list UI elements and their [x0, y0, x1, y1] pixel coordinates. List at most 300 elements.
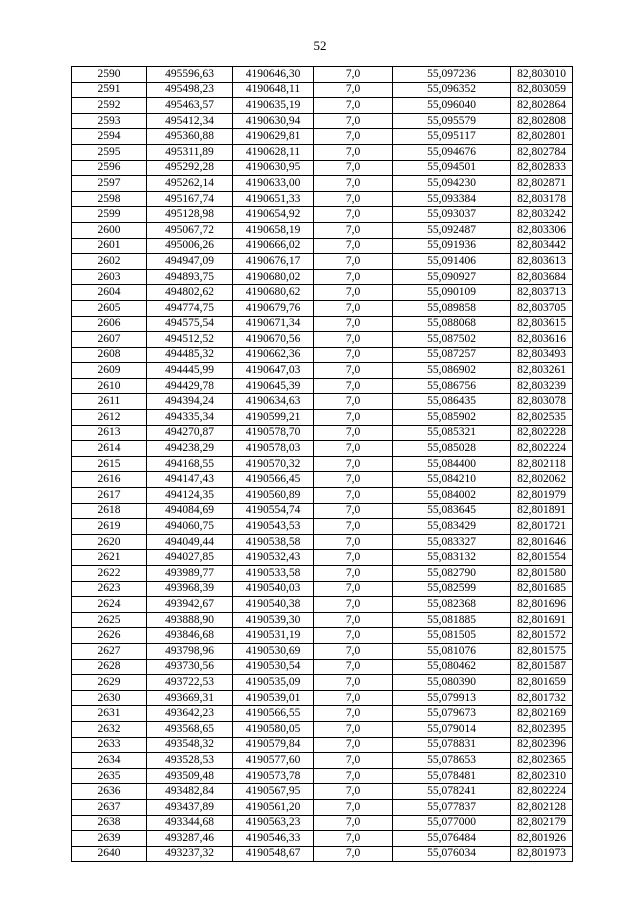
y-coordinate-cell: 4190540,38	[233, 597, 314, 613]
table-row	[72, 441, 573, 457]
point-number-cell: 2603	[72, 269, 147, 285]
table-row	[72, 238, 573, 254]
latitude-cell: 55,097236	[393, 67, 511, 83]
tolerance-cell: 7,0	[314, 706, 393, 722]
longitude-cell: 82,803705	[511, 300, 573, 316]
tolerance-cell: 7,0	[314, 628, 393, 644]
x-coordinate-cell: 495360,88	[147, 129, 233, 145]
latitude-cell: 55,076034	[393, 846, 511, 862]
table-row	[72, 690, 573, 706]
x-coordinate-cell: 494084,69	[147, 503, 233, 519]
table-row	[72, 378, 573, 394]
y-coordinate-cell: 4190533,58	[233, 566, 314, 582]
point-number-cell: 2607	[72, 332, 147, 348]
tolerance-cell: 7,0	[314, 300, 393, 316]
x-coordinate-cell: 494445,99	[147, 363, 233, 379]
y-coordinate-cell: 4190578,03	[233, 441, 314, 457]
tolerance-cell: 7,0	[314, 394, 393, 410]
table-row	[72, 316, 573, 332]
tolerance-cell: 7,0	[314, 753, 393, 769]
table-row	[72, 82, 573, 98]
x-coordinate-cell: 495463,57	[147, 98, 233, 114]
longitude-cell: 82,801979	[511, 488, 573, 504]
tolerance-cell: 7,0	[314, 191, 393, 207]
latitude-cell: 55,095579	[393, 113, 511, 129]
x-coordinate-cell: 494270,87	[147, 425, 233, 441]
point-number-cell: 2623	[72, 581, 147, 597]
y-coordinate-cell: 4190633,00	[233, 176, 314, 192]
table-row	[72, 144, 573, 160]
table-row	[72, 799, 573, 815]
table-row	[72, 363, 573, 379]
table-row	[72, 628, 573, 644]
latitude-cell: 55,079673	[393, 706, 511, 722]
tolerance-cell: 7,0	[314, 332, 393, 348]
tolerance-cell: 7,0	[314, 144, 393, 160]
table-row	[72, 581, 573, 597]
latitude-cell: 55,085321	[393, 425, 511, 441]
longitude-cell: 82,803242	[511, 207, 573, 223]
x-coordinate-cell: 495067,72	[147, 222, 233, 238]
x-coordinate-cell: 494893,75	[147, 269, 233, 285]
x-coordinate-cell: 495006,26	[147, 238, 233, 254]
tolerance-cell: 7,0	[314, 67, 393, 83]
table-row	[72, 456, 573, 472]
x-coordinate-cell: 493730,56	[147, 659, 233, 675]
y-coordinate-cell: 4190662,36	[233, 347, 314, 363]
point-number-cell: 2634	[72, 753, 147, 769]
longitude-cell: 82,802801	[511, 129, 573, 145]
tolerance-cell: 7,0	[314, 534, 393, 550]
longitude-cell: 82,803613	[511, 254, 573, 270]
latitude-cell: 55,086756	[393, 378, 511, 394]
longitude-cell: 82,803306	[511, 222, 573, 238]
point-number-cell: 2635	[72, 768, 147, 784]
table-row	[72, 394, 573, 410]
x-coordinate-cell: 493237,32	[147, 846, 233, 862]
y-coordinate-cell: 4190680,02	[233, 269, 314, 285]
table-row	[72, 612, 573, 628]
point-number-cell: 2619	[72, 519, 147, 535]
point-number-cell: 2593	[72, 113, 147, 129]
latitude-cell: 55,081885	[393, 612, 511, 628]
y-coordinate-cell: 4190630,95	[233, 160, 314, 176]
longitude-cell: 82,803010	[511, 67, 573, 83]
latitude-cell: 55,095117	[393, 129, 511, 145]
y-coordinate-cell: 4190635,19	[233, 98, 314, 114]
tolerance-cell: 7,0	[314, 597, 393, 613]
longitude-cell: 82,801721	[511, 519, 573, 535]
table-row	[72, 737, 573, 753]
longitude-cell: 82,802224	[511, 441, 573, 457]
table-row	[72, 160, 573, 176]
point-number-cell: 2599	[72, 207, 147, 223]
x-coordinate-cell: 493642,23	[147, 706, 233, 722]
x-coordinate-cell: 493568,65	[147, 721, 233, 737]
longitude-cell: 82,802396	[511, 737, 573, 753]
table-row	[72, 550, 573, 566]
longitude-cell: 82,801926	[511, 831, 573, 847]
longitude-cell: 82,803615	[511, 316, 573, 332]
x-coordinate-cell: 493287,46	[147, 831, 233, 847]
tolerance-cell: 7,0	[314, 254, 393, 270]
table-row	[72, 285, 573, 301]
x-coordinate-cell: 493509,48	[147, 768, 233, 784]
point-number-cell: 2612	[72, 410, 147, 426]
tolerance-cell: 7,0	[314, 488, 393, 504]
longitude-cell: 82,803493	[511, 347, 573, 363]
latitude-cell: 55,081076	[393, 643, 511, 659]
table-row	[72, 659, 573, 675]
point-number-cell: 2601	[72, 238, 147, 254]
latitude-cell: 55,083132	[393, 550, 511, 566]
longitude-cell: 82,802808	[511, 113, 573, 129]
point-number-cell: 2611	[72, 394, 147, 410]
longitude-cell: 82,802128	[511, 799, 573, 815]
table-row	[72, 332, 573, 348]
table-row	[72, 222, 573, 238]
table-row	[72, 472, 573, 488]
longitude-cell: 82,802395	[511, 721, 573, 737]
x-coordinate-cell: 494394,24	[147, 394, 233, 410]
y-coordinate-cell: 4190578,70	[233, 425, 314, 441]
longitude-cell: 82,803616	[511, 332, 573, 348]
longitude-cell: 82,801696	[511, 597, 573, 613]
longitude-cell: 82,801891	[511, 503, 573, 519]
y-coordinate-cell: 4190651,33	[233, 191, 314, 207]
tolerance-cell: 7,0	[314, 113, 393, 129]
x-coordinate-cell: 494575,54	[147, 316, 233, 332]
tolerance-cell: 7,0	[314, 82, 393, 98]
tolerance-cell: 7,0	[314, 721, 393, 737]
x-coordinate-cell: 493528,53	[147, 753, 233, 769]
latitude-cell: 55,082599	[393, 581, 511, 597]
table-row	[72, 67, 573, 83]
latitude-cell: 55,091936	[393, 238, 511, 254]
latitude-cell: 55,078481	[393, 768, 511, 784]
latitude-cell: 55,076484	[393, 831, 511, 847]
point-number-cell: 2636	[72, 784, 147, 800]
point-number-cell: 2640	[72, 846, 147, 862]
latitude-cell: 55,096040	[393, 98, 511, 114]
latitude-cell: 55,080462	[393, 659, 511, 675]
tolerance-cell: 7,0	[314, 378, 393, 394]
point-number-cell: 2638	[72, 815, 147, 831]
latitude-cell: 55,088068	[393, 316, 511, 332]
tolerance-cell: 7,0	[314, 831, 393, 847]
latitude-cell: 55,084002	[393, 488, 511, 504]
latitude-cell: 55,083645	[393, 503, 511, 519]
y-coordinate-cell: 4190634,63	[233, 394, 314, 410]
y-coordinate-cell: 4190535,09	[233, 675, 314, 691]
x-coordinate-cell: 493989,77	[147, 566, 233, 582]
table-row	[72, 503, 573, 519]
tolerance-cell: 7,0	[314, 784, 393, 800]
x-coordinate-cell: 494802,62	[147, 285, 233, 301]
longitude-cell: 82,802535	[511, 410, 573, 426]
tolerance-cell: 7,0	[314, 316, 393, 332]
y-coordinate-cell: 4190570,32	[233, 456, 314, 472]
table-row	[72, 176, 573, 192]
latitude-cell: 55,096352	[393, 82, 511, 98]
table-row	[72, 534, 573, 550]
y-coordinate-cell: 4190645,39	[233, 378, 314, 394]
table-row	[72, 488, 573, 504]
point-number-cell: 2613	[72, 425, 147, 441]
tolerance-cell: 7,0	[314, 238, 393, 254]
table-row	[72, 254, 573, 270]
y-coordinate-cell: 4190630,94	[233, 113, 314, 129]
longitude-cell: 82,801691	[511, 612, 573, 628]
x-coordinate-cell: 494238,29	[147, 441, 233, 457]
tolerance-cell: 7,0	[314, 581, 393, 597]
longitude-cell: 82,803684	[511, 269, 573, 285]
point-number-cell: 2618	[72, 503, 147, 519]
latitude-cell: 55,082790	[393, 566, 511, 582]
longitude-cell: 82,802228	[511, 425, 573, 441]
latitude-cell: 55,079913	[393, 690, 511, 706]
tolerance-cell: 7,0	[314, 129, 393, 145]
latitude-cell: 55,079014	[393, 721, 511, 737]
longitude-cell: 82,802365	[511, 753, 573, 769]
tolerance-cell: 7,0	[314, 815, 393, 831]
x-coordinate-cell: 494335,34	[147, 410, 233, 426]
x-coordinate-cell: 493942,67	[147, 597, 233, 613]
table-row	[72, 846, 573, 862]
table-row	[72, 207, 573, 223]
latitude-cell: 55,093384	[393, 191, 511, 207]
longitude-cell: 82,802864	[511, 98, 573, 114]
table-row	[72, 675, 573, 691]
latitude-cell: 55,083429	[393, 519, 511, 535]
point-number-cell: 2606	[72, 316, 147, 332]
longitude-cell: 82,801580	[511, 566, 573, 582]
table-row	[72, 721, 573, 737]
x-coordinate-cell: 493968,39	[147, 581, 233, 597]
table-row	[72, 831, 573, 847]
point-number-cell: 2610	[72, 378, 147, 394]
table-row	[72, 566, 573, 582]
longitude-cell: 82,802118	[511, 456, 573, 472]
tolerance-cell: 7,0	[314, 176, 393, 192]
point-number-cell: 2627	[72, 643, 147, 659]
y-coordinate-cell: 4190628,11	[233, 144, 314, 160]
point-number-cell: 2602	[72, 254, 147, 270]
table-row	[72, 425, 573, 441]
tolerance-cell: 7,0	[314, 410, 393, 426]
point-number-cell: 2628	[72, 659, 147, 675]
point-number-cell: 2624	[72, 597, 147, 613]
point-number-cell: 2621	[72, 550, 147, 566]
y-coordinate-cell: 4190548,67	[233, 846, 314, 862]
latitude-cell: 55,092487	[393, 222, 511, 238]
table-row	[72, 815, 573, 831]
x-coordinate-cell: 493548,32	[147, 737, 233, 753]
x-coordinate-cell: 494429,78	[147, 378, 233, 394]
x-coordinate-cell: 494947,09	[147, 254, 233, 270]
longitude-cell: 82,802169	[511, 706, 573, 722]
latitude-cell: 55,087257	[393, 347, 511, 363]
table-row	[72, 113, 573, 129]
longitude-cell: 82,801685	[511, 581, 573, 597]
latitude-cell: 55,094676	[393, 144, 511, 160]
x-coordinate-cell: 494774,75	[147, 300, 233, 316]
y-coordinate-cell: 4190546,33	[233, 831, 314, 847]
tolerance-cell: 7,0	[314, 799, 393, 815]
y-coordinate-cell: 4190554,74	[233, 503, 314, 519]
latitude-cell: 55,093037	[393, 207, 511, 223]
longitude-cell: 82,802224	[511, 784, 573, 800]
y-coordinate-cell: 4190671,34	[233, 316, 314, 332]
x-coordinate-cell: 493437,89	[147, 799, 233, 815]
y-coordinate-cell: 4190629,81	[233, 129, 314, 145]
y-coordinate-cell: 4190530,69	[233, 643, 314, 659]
y-coordinate-cell: 4190543,53	[233, 519, 314, 535]
point-number-cell: 2608	[72, 347, 147, 363]
y-coordinate-cell: 4190579,84	[233, 737, 314, 753]
x-coordinate-cell: 493888,90	[147, 612, 233, 628]
point-number-cell: 2614	[72, 441, 147, 457]
tolerance-cell: 7,0	[314, 566, 393, 582]
longitude-cell: 82,801973	[511, 846, 573, 862]
longitude-cell: 82,803178	[511, 191, 573, 207]
x-coordinate-cell: 494060,75	[147, 519, 233, 535]
longitude-cell: 82,801732	[511, 690, 573, 706]
x-coordinate-cell: 495498,23	[147, 82, 233, 98]
tolerance-cell: 7,0	[314, 98, 393, 114]
point-number-cell: 2592	[72, 98, 147, 114]
table-row	[72, 269, 573, 285]
tolerance-cell: 7,0	[314, 472, 393, 488]
table-row	[72, 129, 573, 145]
y-coordinate-cell: 4190666,02	[233, 238, 314, 254]
y-coordinate-cell: 4190540,03	[233, 581, 314, 597]
longitude-cell: 82,803059	[511, 82, 573, 98]
latitude-cell: 55,077000	[393, 815, 511, 831]
latitude-cell: 55,086435	[393, 394, 511, 410]
latitude-cell: 55,080390	[393, 675, 511, 691]
tolerance-cell: 7,0	[314, 285, 393, 301]
y-coordinate-cell: 4190680,62	[233, 285, 314, 301]
latitude-cell: 55,086902	[393, 363, 511, 379]
table-row	[72, 643, 573, 659]
tolerance-cell: 7,0	[314, 690, 393, 706]
point-number-cell: 2605	[72, 300, 147, 316]
y-coordinate-cell: 4190530,54	[233, 659, 314, 675]
tolerance-cell: 7,0	[314, 519, 393, 535]
point-number-cell: 2609	[72, 363, 147, 379]
table-row	[72, 706, 573, 722]
table-row	[72, 784, 573, 800]
latitude-cell: 55,078831	[393, 737, 511, 753]
longitude-cell: 82,802784	[511, 144, 573, 160]
longitude-cell: 82,801646	[511, 534, 573, 550]
x-coordinate-cell: 495596,63	[147, 67, 233, 83]
latitude-cell: 55,078653	[393, 753, 511, 769]
x-coordinate-cell: 495262,14	[147, 176, 233, 192]
y-coordinate-cell: 4190646,30	[233, 67, 314, 83]
table-row	[72, 768, 573, 784]
latitude-cell: 55,084210	[393, 472, 511, 488]
tolerance-cell: 7,0	[314, 347, 393, 363]
tolerance-cell: 7,0	[314, 737, 393, 753]
table-row	[72, 98, 573, 114]
y-coordinate-cell: 4190676,17	[233, 254, 314, 270]
y-coordinate-cell: 4190538,58	[233, 534, 314, 550]
latitude-cell: 55,082368	[393, 597, 511, 613]
latitude-cell: 55,094501	[393, 160, 511, 176]
y-coordinate-cell: 4190573,78	[233, 768, 314, 784]
tolerance-cell: 7,0	[314, 160, 393, 176]
table-row	[72, 410, 573, 426]
longitude-cell: 82,803261	[511, 363, 573, 379]
latitude-cell: 55,087502	[393, 332, 511, 348]
point-number-cell: 2633	[72, 737, 147, 753]
point-number-cell: 2632	[72, 721, 147, 737]
longitude-cell: 82,801587	[511, 659, 573, 675]
point-number-cell: 2615	[72, 456, 147, 472]
longitude-cell: 82,803239	[511, 378, 573, 394]
longitude-cell: 82,802310	[511, 768, 573, 784]
tolerance-cell: 7,0	[314, 503, 393, 519]
x-coordinate-cell: 494147,43	[147, 472, 233, 488]
point-number-cell: 2639	[72, 831, 147, 847]
latitude-cell: 55,090927	[393, 269, 511, 285]
tolerance-cell: 7,0	[314, 846, 393, 862]
tolerance-cell: 7,0	[314, 207, 393, 223]
tolerance-cell: 7,0	[314, 612, 393, 628]
y-coordinate-cell: 4190566,55	[233, 706, 314, 722]
longitude-cell: 82,803078	[511, 394, 573, 410]
tolerance-cell: 7,0	[314, 425, 393, 441]
point-number-cell: 2629	[72, 675, 147, 691]
tolerance-cell: 7,0	[314, 363, 393, 379]
latitude-cell: 55,084400	[393, 456, 511, 472]
tolerance-cell: 7,0	[314, 643, 393, 659]
longitude-cell: 82,803713	[511, 285, 573, 301]
point-number-cell: 2604	[72, 285, 147, 301]
latitude-cell: 55,077837	[393, 799, 511, 815]
table-row	[72, 347, 573, 363]
y-coordinate-cell: 4190560,89	[233, 488, 314, 504]
tolerance-cell: 7,0	[314, 441, 393, 457]
point-number-cell: 2597	[72, 176, 147, 192]
latitude-cell: 55,081505	[393, 628, 511, 644]
table-row	[72, 191, 573, 207]
y-coordinate-cell: 4190539,30	[233, 612, 314, 628]
longitude-cell: 82,801575	[511, 643, 573, 659]
y-coordinate-cell: 4190648,11	[233, 82, 314, 98]
y-coordinate-cell: 4190539,01	[233, 690, 314, 706]
y-coordinate-cell: 4190679,76	[233, 300, 314, 316]
tolerance-cell: 7,0	[314, 550, 393, 566]
y-coordinate-cell: 4190580,05	[233, 721, 314, 737]
point-number-cell: 2600	[72, 222, 147, 238]
table-row	[72, 300, 573, 316]
point-number-cell: 2620	[72, 534, 147, 550]
point-number-cell: 2637	[72, 799, 147, 815]
point-number-cell: 2630	[72, 690, 147, 706]
longitude-cell: 82,801659	[511, 675, 573, 691]
point-number-cell: 2617	[72, 488, 147, 504]
point-number-cell: 2596	[72, 160, 147, 176]
x-coordinate-cell: 493669,31	[147, 690, 233, 706]
x-coordinate-cell: 493344,68	[147, 815, 233, 831]
x-coordinate-cell: 494027,85	[147, 550, 233, 566]
latitude-cell: 55,085028	[393, 441, 511, 457]
longitude-cell: 82,802179	[511, 815, 573, 831]
y-coordinate-cell: 4190654,92	[233, 207, 314, 223]
